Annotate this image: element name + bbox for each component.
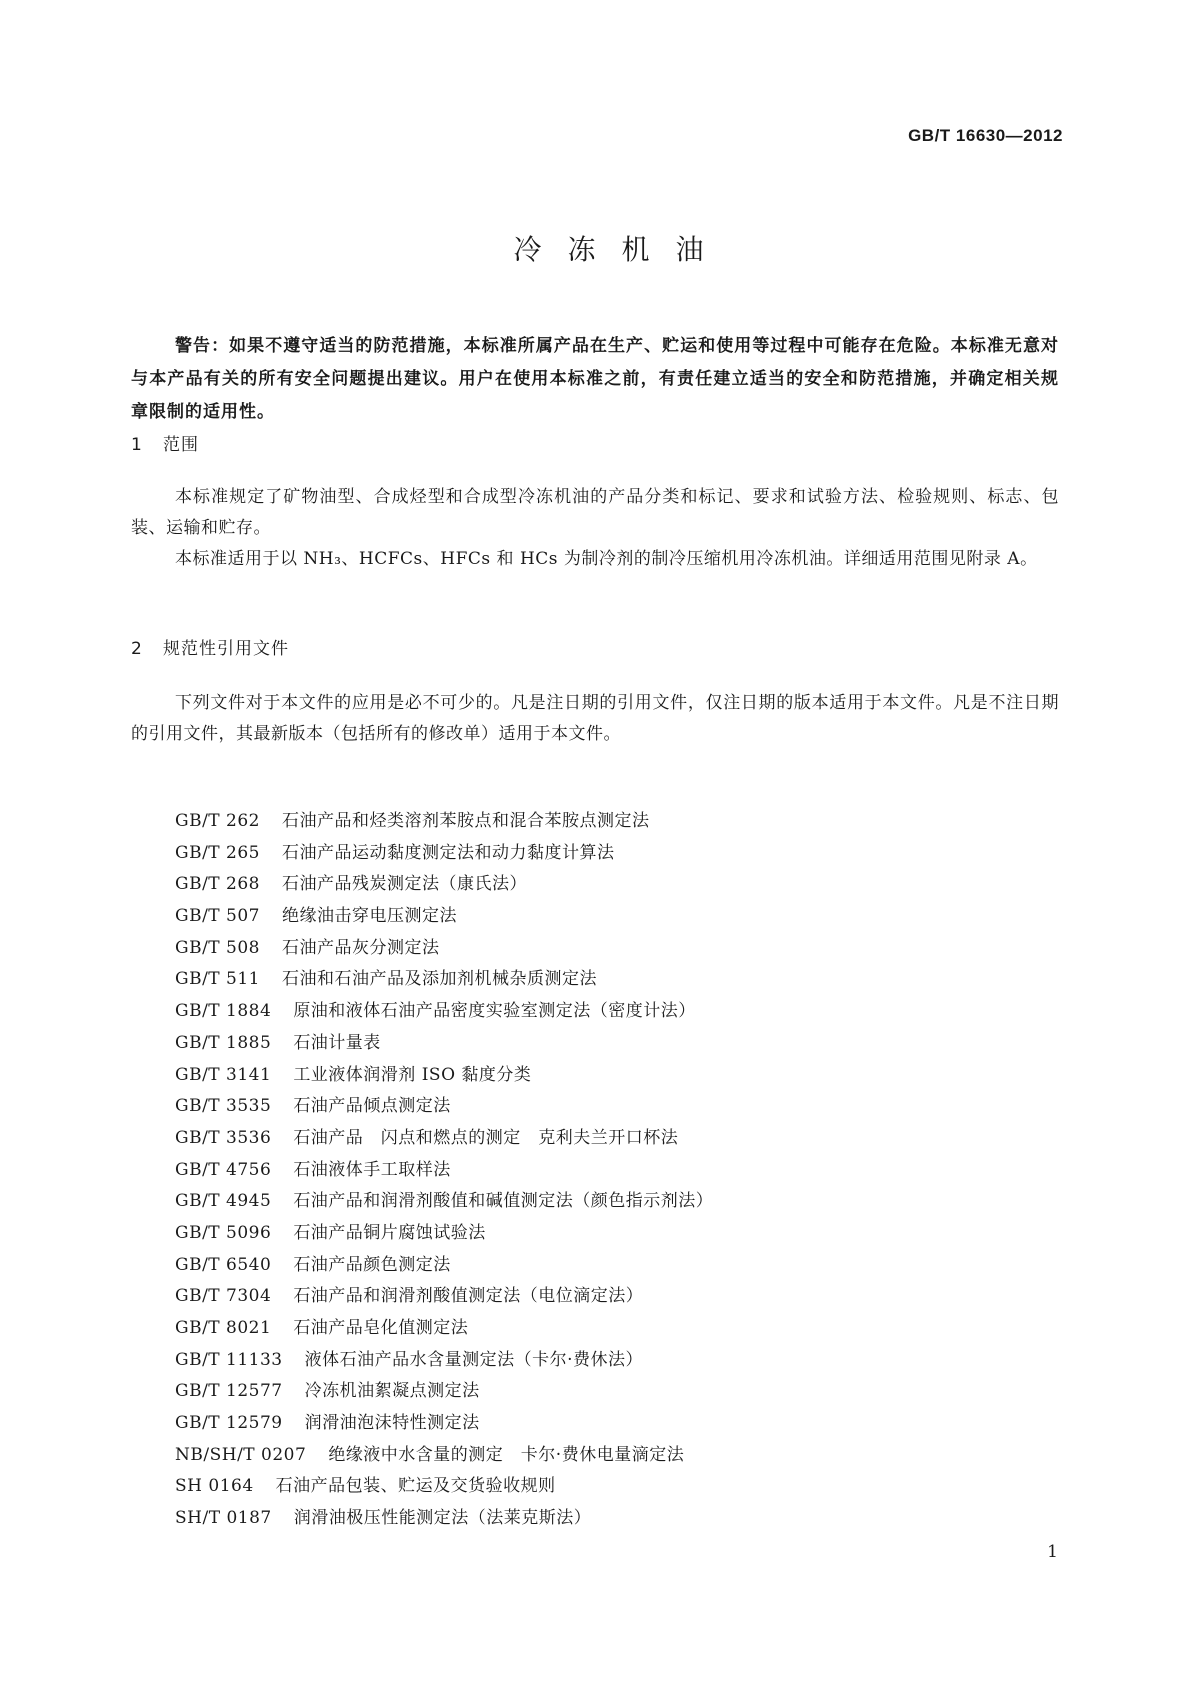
- page-number: 1: [1047, 1542, 1058, 1562]
- reference-code: GB/T 6540: [175, 1254, 272, 1275]
- reference-item: [175, 1408, 713, 1440]
- reference-title: 绝缘液中水含量的测定 卡尔·费休电量滴定法: [328, 1444, 685, 1465]
- reference-item: [175, 901, 713, 933]
- reference-title: 石油产品和润滑剂酸值和碱值测定法（颜色指示剂法）: [293, 1191, 714, 1212]
- reference-code: GB/T 507: [175, 906, 260, 927]
- reference-code: NB/SH/T 0207: [175, 1444, 307, 1465]
- reference-item: [175, 1313, 713, 1345]
- reference-item: [175, 869, 713, 901]
- reference-code: GB/T 265: [175, 842, 260, 863]
- page-title: 冷冻机油: [513, 233, 730, 266]
- reference-title: 石油产品 闪点和燃点的测定 克利夫兰开口杯法: [293, 1127, 679, 1148]
- section-number: 2: [131, 639, 143, 659]
- reference-title: 石油产品和烃类溶剂苯胺点和混合苯胺点测定法: [282, 811, 650, 831]
- reference-item: [175, 1028, 713, 1060]
- reference-title: 绝缘油击穿电压测定法: [282, 906, 457, 927]
- reference-title: 工业液体润滑剂 ISO 黏度分类: [293, 1064, 532, 1085]
- scope-paragraph-1: 本标准规定了矿物油型、合成烃型和合成型冷冻机油的产品分类和标记、要求和试验方法、检验规则、标志、包装、运输和贮存。: [131, 487, 1059, 538]
- reference-item: [175, 1503, 713, 1535]
- reference-item: [175, 1186, 713, 1218]
- reference-item: [175, 964, 713, 996]
- reference-item: [175, 1060, 713, 1092]
- reference-item: [175, 1155, 713, 1187]
- reference-item: [175, 996, 713, 1028]
- scope-paragraph-2: 本标准适用于以 NH₃、HCFCs、HFCs 和 HCs 为制冷剂的制冷压缩机用冷冻机油。详细适用范围见附录 A。: [175, 549, 1038, 569]
- standard-code: GB/T 16630—2012: [908, 126, 1063, 145]
- section-2-heading: [131, 634, 289, 659]
- reference-title: 石油产品残炭测定法（康氏法）: [282, 874, 527, 895]
- reference-title: 石油产品灰分测定法: [282, 937, 440, 958]
- references-intro: 下列文件对于本文件的应用是必不可少的。凡是注日期的引用文件，仅注日期的版本适用于本文件。凡是不注日期的引用文件，其最新版本（包括所有的修改单）适用于本文件。: [131, 693, 1059, 744]
- reference-item: [175, 1440, 713, 1472]
- warning-paragraph: 警告：如果不遵守适当的防范措施，本标准所属产品在生产、贮运和使用等过程中可能存在危险。本标准无意对与本产品有关的所有安全问题提出建议。用户在使用本标准之前，有责任建立适当的安全和防范措施，并确定相关规章限制的适用性。: [131, 336, 1059, 422]
- section-number: 1: [131, 435, 143, 455]
- reference-code: GB/T 12579: [175, 1413, 283, 1434]
- reference-title: 石油产品皂化值测定法: [293, 1318, 469, 1338]
- reference-title: 润滑油极压性能测定法（法莱克斯法）: [293, 1508, 592, 1529]
- reference-code: GB/T 268: [175, 874, 260, 895]
- reference-title: 液体石油产品水含量测定法（卡尔·费休法）: [304, 1349, 644, 1370]
- reference-code: GB/T 1884: [175, 1001, 272, 1022]
- reference-item: [175, 933, 713, 965]
- reference-title: 润滑油泡沫特性测定法: [304, 1413, 480, 1434]
- reference-code: GB/T 7304: [175, 1286, 272, 1307]
- reference-title: 石油产品铜片腐蚀试验法: [293, 1222, 486, 1243]
- reference-code: GB/T 4756: [175, 1159, 272, 1180]
- reference-item: [175, 838, 713, 870]
- reference-title: 石油产品包装、贮运及交货验收规则: [275, 1476, 556, 1497]
- reference-code: GB/T 3536: [175, 1127, 272, 1148]
- reference-code: GB/T 511: [175, 969, 260, 990]
- reference-item: [175, 1250, 713, 1282]
- section-title: 规范性引用文件: [163, 639, 289, 659]
- reference-item: [175, 1281, 713, 1313]
- reference-code: GB/T 1885: [175, 1032, 272, 1053]
- reference-item: [175, 806, 713, 838]
- reference-list: [175, 806, 713, 1535]
- reference-title: 原油和液体石油产品密度实验室测定法（密度计法）: [293, 1001, 696, 1022]
- reference-code: GB/T 3141: [175, 1064, 272, 1085]
- reference-item: [175, 1471, 713, 1503]
- reference-code: SH/T 0187: [175, 1508, 272, 1529]
- reference-title: 石油液体手工取样法: [293, 1159, 451, 1180]
- reference-item: [175, 1376, 713, 1408]
- reference-item: [175, 1091, 713, 1123]
- reference-code: SH 0164: [175, 1476, 254, 1497]
- reference-title: 石油产品和润滑剂酸值测定法（电位滴定法）: [293, 1286, 644, 1307]
- reference-code: GB/T 508: [175, 937, 260, 958]
- reference-item: [175, 1345, 713, 1377]
- reference-title: 石油产品颜色测定法: [293, 1254, 451, 1275]
- reference-code: GB/T 11133: [175, 1349, 283, 1370]
- reference-item: [175, 1218, 713, 1250]
- reference-code: GB/T 8021: [175, 1318, 272, 1338]
- reference-code: GB/T 262: [175, 811, 260, 831]
- reference-code: GB/T 5096: [175, 1222, 272, 1243]
- section-title: 范围: [163, 435, 199, 455]
- reference-code: GB/T 12577: [175, 1381, 283, 1402]
- reference-title: 石油计量表: [293, 1032, 381, 1053]
- reference-title: 石油产品运动黏度测定法和动力黏度计算法: [282, 842, 615, 863]
- section-1-heading: [131, 430, 199, 455]
- reference-code: GB/T 4945: [175, 1191, 272, 1212]
- reference-item: [175, 1123, 713, 1155]
- reference-code: GB/T 3535: [175, 1096, 272, 1117]
- reference-title: 石油产品倾点测定法: [293, 1096, 451, 1117]
- reference-title: 冷冻机油絮凝点测定法: [304, 1381, 480, 1402]
- reference-title: 石油和石油产品及添加剂机械杂质测定法: [282, 969, 597, 990]
